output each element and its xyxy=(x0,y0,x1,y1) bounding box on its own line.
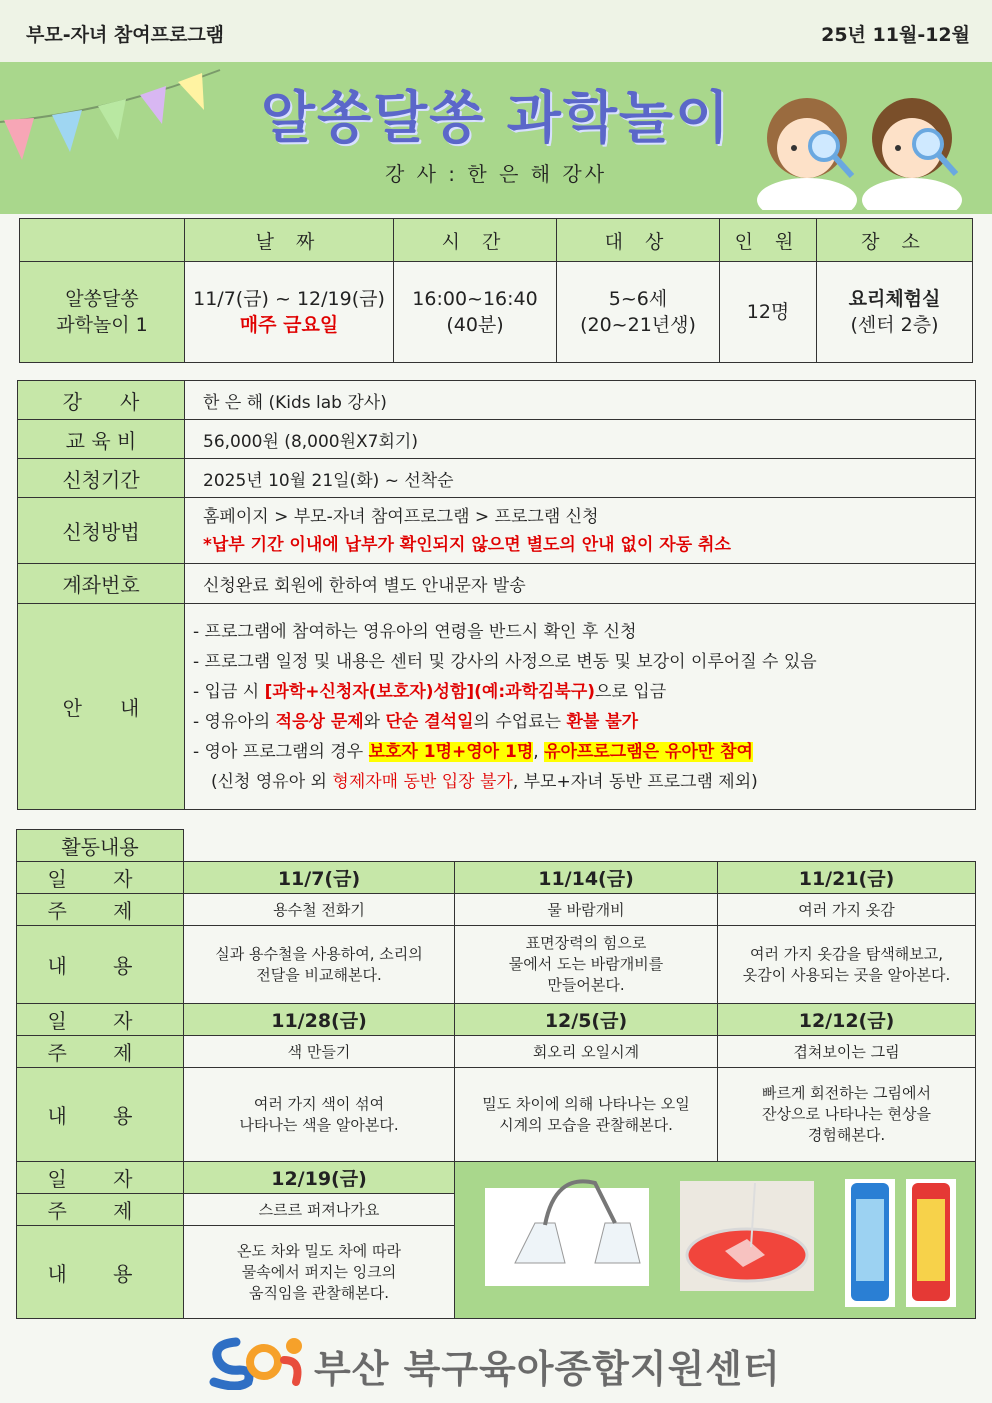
notice-emphasis: 적응상 문제 xyxy=(275,711,364,732)
content-line: 표면장력의 힘으로 xyxy=(525,934,647,952)
method-label: 신청방법 xyxy=(18,498,185,564)
date-cell xyxy=(185,262,394,363)
time-cell xyxy=(394,262,557,363)
time-range: 16:00~16:40 xyxy=(412,288,538,310)
program-name-line2: 과학놀이 1 xyxy=(56,314,148,336)
notice-text: - 영유아의 xyxy=(193,711,276,732)
content-line: 만들어본다. xyxy=(547,976,625,994)
activities-title: 활동내용 xyxy=(17,830,184,862)
session-date: 11/28(금) xyxy=(184,1004,455,1036)
schedule-header-empty xyxy=(20,219,185,262)
account-label: 계좌번호 xyxy=(18,564,185,604)
account-value: 신청완료 회원에 한하여 별도 안내문자 발송 xyxy=(185,564,976,604)
schedule-header-time: 시 간 xyxy=(394,219,557,262)
session-topic: 물 바람개비 xyxy=(455,894,718,926)
fee-label: 교 육 비 xyxy=(18,420,185,459)
notice-line-4 xyxy=(193,707,974,737)
session-date: 12/12(금) xyxy=(718,1004,976,1036)
label-date: 일 자 xyxy=(17,862,184,894)
place-name: 요리체험실 xyxy=(848,288,941,310)
content-line: 여러 가지 옷감을 탐색해보고, xyxy=(750,944,943,963)
session-topic: 겹쳐보이는 그림 xyxy=(718,1036,976,1068)
content-line: 경험해본다. xyxy=(807,1126,886,1144)
session-content xyxy=(455,1068,718,1162)
notice-text: 의 수업료는 xyxy=(473,711,567,732)
lecturer-line: 강 사 : 한 은 해 강사 xyxy=(384,162,608,186)
notice-text: - 입금 시 xyxy=(193,681,265,702)
program-name-line1: 알쏭달쏭 xyxy=(65,288,139,310)
notice-line-3 xyxy=(193,677,974,707)
schedule-header-target: 대 상 xyxy=(557,219,720,262)
content-line: 나타나는 색을 알아본다. xyxy=(239,1115,399,1134)
place-note: (센터 2층) xyxy=(850,314,939,336)
content-line: 움직임을 관찰해본다. xyxy=(249,1283,389,1302)
center-name: 부산 북구육아종합지원센터 xyxy=(314,1347,781,1391)
bunting-flags-icon xyxy=(0,62,240,162)
session-topic: 여러 가지 옷감 xyxy=(718,894,976,926)
top-bar xyxy=(0,0,992,62)
label-date: 일 자 xyxy=(17,1162,184,1194)
session-date: 12/5(금) xyxy=(455,1004,718,1036)
notice-line-5 xyxy=(193,737,974,767)
time-note: (40분) xyxy=(446,314,504,336)
session-content xyxy=(718,1068,976,1162)
session-date: 11/21(금) xyxy=(718,862,976,894)
notice-cell xyxy=(185,604,976,810)
notice-highlight: 보호자 1명+영아 1명 xyxy=(368,741,534,762)
center-logo-icon xyxy=(206,1330,310,1390)
target-age: 5~6세 xyxy=(608,288,668,310)
page-title: 알쏭달쏭 과학놀이 xyxy=(260,86,732,151)
notice-emphasis: 환불 불가 xyxy=(566,711,639,732)
label-content: 내 용 xyxy=(17,1226,184,1319)
activities-title-spacer xyxy=(184,830,976,862)
session-date: 11/14(금) xyxy=(455,862,718,894)
date-note: 매주 금요일 xyxy=(239,314,339,336)
session-content xyxy=(718,926,976,1004)
method-cell xyxy=(185,498,976,564)
session-topic: 스르르 퍼져나가요 xyxy=(184,1194,455,1226)
session-date: 11/7(금) xyxy=(184,862,455,894)
period-value: 2025년 10월 21일(화) ~ 선착순 xyxy=(185,459,976,498)
notice-emphasis: [과학+신청자(보호자)성함](예:과학김북구) xyxy=(264,681,596,702)
instructor-value: 한 은 해 (Kids lab 강사) xyxy=(185,381,976,420)
content-line: 온도 차와 밀도 차에 따라 xyxy=(237,1241,401,1260)
fee-value: 56,000원 (8,000원X7회기) xyxy=(185,420,976,459)
label-topic: 주 제 xyxy=(17,1036,184,1068)
schedule-header-place: 장 소 xyxy=(817,219,973,262)
content-line: 여러 가지 색이 섞여 xyxy=(253,1094,385,1113)
method-warning: *납부 기간 이내에 납부가 확인되지 않으면 별도의 안내 없이 자동 취소 xyxy=(203,534,731,555)
program-name-cell xyxy=(20,262,185,363)
label-content: 내 용 xyxy=(17,926,184,1004)
session-topic: 용수철 전화기 xyxy=(184,894,455,926)
content-line: 시계의 모습을 관찰해본다. xyxy=(499,1115,673,1134)
schedule-header-capacity: 인 원 xyxy=(720,219,817,262)
notice-text: 와 xyxy=(363,711,386,732)
session-content xyxy=(184,1226,455,1319)
label-topic: 주 제 xyxy=(17,894,184,926)
program-period: 25년 11월-12월 xyxy=(821,24,970,46)
session-topic: 회오리 오일시계 xyxy=(455,1036,718,1068)
footer xyxy=(206,1330,781,1391)
place-cell xyxy=(817,262,973,363)
session-content xyxy=(184,1068,455,1162)
notice-text: , 부모+자녀 동반 프로그램 제외) xyxy=(512,771,758,792)
notice-line-6 xyxy=(193,767,974,797)
notice-line-2: - 프로그램 일정 및 내용은 센터 및 강사의 사정으로 변동 및 보강이 이루어질 수 있음 xyxy=(193,651,817,672)
period-label: 신청기간 xyxy=(18,459,185,498)
content-line: 실과 용수철을 사용하여, 소리의 xyxy=(215,944,423,963)
program-category: 부모-자녀 참여프로그램 xyxy=(26,24,225,46)
target-cell xyxy=(557,262,720,363)
notice-line-1: - 프로그램에 참여하는 영유아의 연령을 반드시 확인 후 신청 xyxy=(193,621,637,642)
content-line: 밀도 차이에 의해 나타나는 오일 xyxy=(482,1094,690,1113)
notice-highlight: 유아프로그램은 유아만 참여 xyxy=(544,741,753,762)
notice-text: - 영아 프로그램의 경우 xyxy=(193,741,369,762)
experiment-photos xyxy=(455,1162,976,1319)
notice-text: , xyxy=(533,741,545,762)
instructor-label: 강 사 xyxy=(18,381,185,420)
content-line: 물에서 도는 바람개비를 xyxy=(508,955,664,973)
session-content xyxy=(455,926,718,1004)
notice-label: 안 내 xyxy=(18,604,185,810)
label-date: 일 자 xyxy=(17,1004,184,1036)
session-content xyxy=(184,926,455,1004)
schedule-header-date: 날 짜 xyxy=(185,219,394,262)
label-topic: 주 제 xyxy=(17,1194,184,1226)
method-value: 홈페이지 > 부모-자녀 참여프로그램 > 프로그램 신청 xyxy=(203,506,599,527)
session-date: 12/19(금) xyxy=(184,1162,455,1194)
experiment-photos-illustration xyxy=(465,1163,965,1313)
content-line: 잔상으로 나타나는 현상을 xyxy=(762,1105,931,1123)
info-table xyxy=(17,380,976,810)
target-note: (20~21년생) xyxy=(580,314,696,336)
session-topic: 색 만들기 xyxy=(184,1036,455,1068)
notice-text: (신청 영유아 외 xyxy=(211,771,333,792)
content-line: 옷감이 사용되는 곳을 알아본다. xyxy=(742,965,951,984)
content-line: 빠르게 회전하는 그림에서 xyxy=(762,1084,931,1102)
schedule-table xyxy=(19,218,973,363)
activities-table xyxy=(16,829,976,1319)
notice-emphasis: 단순 결석일 xyxy=(385,711,474,732)
notice-emphasis: 형제자매 동반 입장 불가 xyxy=(332,771,513,792)
content-line: 물속에서 퍼지는 잉크의 xyxy=(241,1262,397,1281)
date-range: 11/7(금) ~ 12/19(금) xyxy=(193,288,385,310)
label-content: 내 용 xyxy=(17,1068,184,1162)
children-magnifier-illustration xyxy=(752,82,982,210)
content-line: 전달을 비교해본다. xyxy=(256,965,382,984)
notice-text: 으로 입금 xyxy=(595,681,667,702)
capacity-cell: 12명 xyxy=(720,262,817,363)
